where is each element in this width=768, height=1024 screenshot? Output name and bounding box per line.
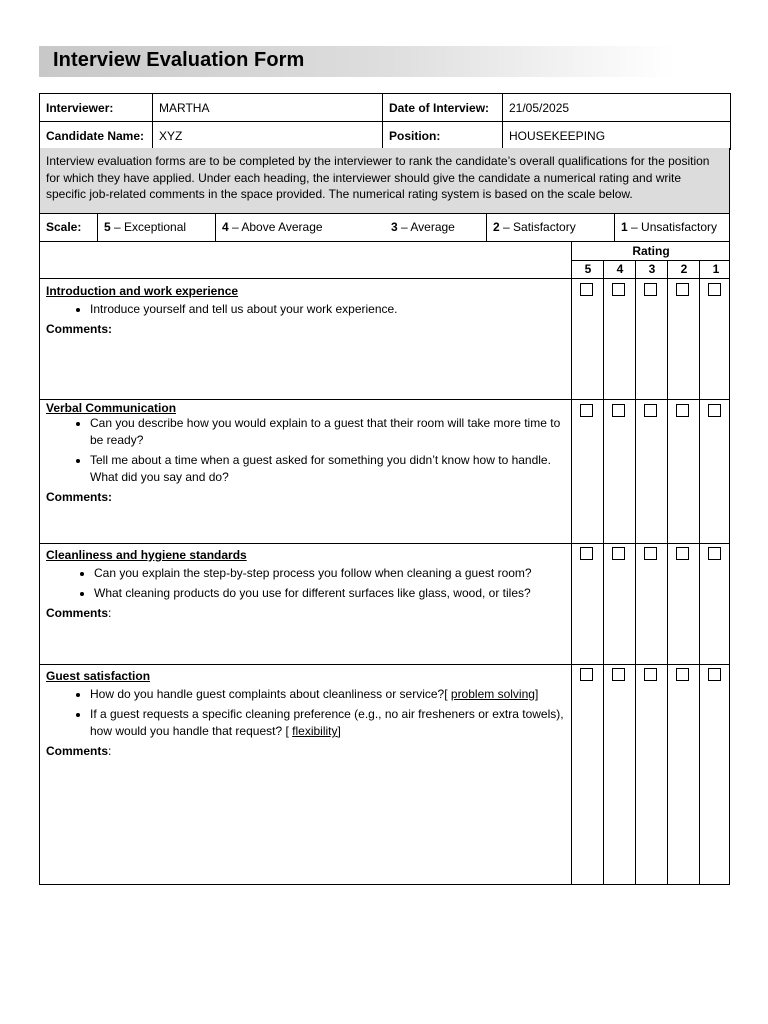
section-guest-satisfaction (46, 669, 566, 758)
rating-checkbox-2[interactable] (676, 404, 689, 417)
section-title: Verbal Communication (46, 401, 177, 415)
rating-checkbox-5[interactable] (580, 283, 593, 296)
comments-label[interactable]: Comments: (46, 744, 112, 758)
row-divider (40, 278, 729, 279)
question-item: • Can you explain the step-by-step process you follow when cleaning a guest room? (94, 565, 566, 582)
rating-checkbox-3[interactable] (644, 668, 657, 681)
question-item: • How do you handle guest complaints about cleanliness or service?[ problem solving] (90, 686, 566, 703)
column-divider (571, 242, 572, 884)
section-title: Cleanliness and hygiene standards (46, 548, 247, 562)
interviewer-label: Interviewer: (40, 94, 153, 122)
instructions-box: Interview evaluation forms are to be completed by the interviewer to rank the candidate’s overall qualifications for the position for which they have applied. Under each heading, the interviewer should give the candidate a numerical rating and write specific job-related comments in the space provided. The numerical rating system is based on the scale below. (39, 148, 730, 214)
rating-checkbox-1[interactable] (708, 668, 721, 681)
question-item: • Introduce yourself and tell us about your work experience. (90, 301, 566, 318)
rating-checkbox-4[interactable] (612, 283, 625, 296)
rating-checkbox-2[interactable] (676, 547, 689, 560)
rating-col-3: 3 (648, 262, 656, 276)
rating-checkbox-4[interactable] (612, 547, 625, 560)
rating-checkbox-3[interactable] (644, 547, 657, 560)
interviewer-value[interactable]: MARTHA (153, 94, 383, 122)
section-title: Introduction and work experience (46, 284, 239, 298)
column-divider (667, 260, 668, 884)
question-item: • If a guest requests a specific cleaning preference (e.g., no air fresheners or extra towels), how would you handle that request? [ flexibility] (90, 706, 566, 740)
rating-col-1: 1 (712, 262, 720, 276)
skill-tag: problem solving (450, 687, 535, 701)
form-title: Interview Evaluation Form (53, 49, 305, 71)
rating-col-5: 5 (584, 262, 592, 276)
scale-item-2: 2 – Satisfactory (486, 214, 614, 241)
rating-checkbox-5[interactable] (580, 404, 593, 417)
row-divider (40, 664, 729, 665)
scale-label: Scale: (46, 220, 82, 234)
comments-label[interactable]: Comments: (46, 606, 112, 620)
date-label: Date of Interview: (383, 94, 503, 122)
rating-checkbox-3[interactable] (644, 404, 657, 417)
skill-tag: flexibility (292, 724, 338, 738)
evaluation-grid (39, 242, 730, 885)
rating-checkbox-1[interactable] (708, 547, 721, 560)
rating-checkbox-2[interactable] (676, 668, 689, 681)
question-list (46, 301, 566, 318)
question-list (46, 415, 566, 486)
row-divider (571, 260, 729, 261)
comments-label[interactable]: Comments: (46, 322, 113, 336)
rating-header: Rating (632, 244, 670, 258)
rating-checkbox-4[interactable] (612, 404, 625, 417)
scale-item-3: 3 – Average (391, 220, 455, 234)
question-list (46, 565, 566, 602)
rating-checkbox-1[interactable] (708, 283, 721, 296)
section-verbal-communication (46, 401, 566, 504)
candidate-info-table (39, 93, 731, 150)
rating-checkbox-2[interactable] (676, 283, 689, 296)
rating-checkbox-3[interactable] (644, 283, 657, 296)
scale-item-1: 1 – Unsatisfactory (614, 214, 730, 241)
row-divider (40, 399, 729, 400)
candidate-name-label: Candidate Name: (40, 122, 153, 150)
column-divider (635, 260, 636, 884)
candidate-name-value[interactable]: XYZ (153, 122, 383, 150)
rating-checkbox-1[interactable] (708, 404, 721, 417)
section-cleanliness (46, 548, 566, 620)
question-list (46, 686, 566, 740)
rating-checkbox-5[interactable] (580, 668, 593, 681)
question-item: • Tell me about a time when a guest asked for something you didn’t know how to handle. What did you say and do? (90, 452, 566, 486)
rating-checkbox-4[interactable] (612, 668, 625, 681)
title-bar (39, 46, 675, 77)
date-value[interactable]: 21/05/2025 (503, 94, 731, 122)
question-item: • What cleaning products do you use for different surfaces like glass, wood, or tiles? (94, 585, 566, 602)
scale-item-4: 4 – Above Average (215, 214, 385, 241)
section-introduction (46, 284, 566, 336)
rating-col-2: 2 (680, 262, 688, 276)
question-item: • Can you describe how you would explain to a guest that their room will take more time to be ready? (90, 415, 566, 449)
column-divider (699, 260, 700, 884)
rating-checkbox-5[interactable] (580, 547, 593, 560)
rating-scale-row (39, 214, 730, 242)
position-value[interactable]: HOUSEKEEPING (503, 122, 731, 150)
column-divider (603, 260, 604, 884)
scale-item-5: 5 – Exceptional (97, 214, 215, 241)
comments-label[interactable]: Comments: (46, 490, 113, 504)
row-divider (40, 543, 729, 544)
section-title: Guest satisfaction (46, 669, 151, 683)
rating-col-4: 4 (616, 262, 624, 276)
position-label: Position: (383, 122, 503, 150)
